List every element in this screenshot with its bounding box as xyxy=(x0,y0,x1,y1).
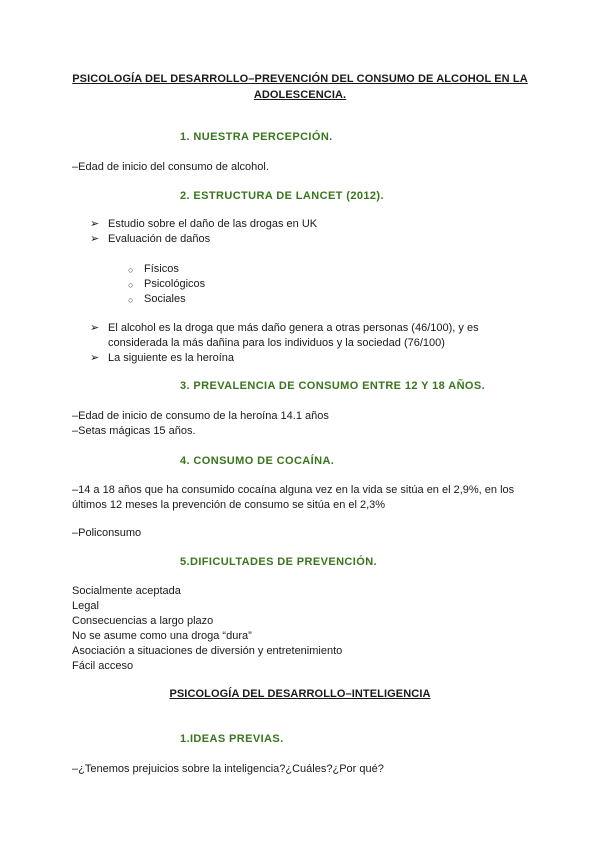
paragraph: –Policonsumo xyxy=(72,527,142,539)
arrow-bullet-icon: ➢ xyxy=(90,218,100,230)
list-line: Asociación a situaciones de diversión y entretenimiento xyxy=(72,645,343,657)
paragraph: –Edad de inicio de consumo de la heroína 14.1 años xyxy=(72,410,329,422)
circle-bullet-icon: ○ xyxy=(128,265,134,275)
list-line: Fácil acceso xyxy=(72,660,134,672)
arrow-bullet-icon: ➢ xyxy=(90,352,100,364)
circle-bullet-icon: ○ xyxy=(128,295,134,305)
list-line: Socialmente aceptada xyxy=(72,585,181,597)
heading-estructura-lancet: 2. ESTRUCTURA DE LANCET (2012). xyxy=(180,190,384,202)
circle-bullet-icon: ○ xyxy=(128,280,134,290)
list-item-text: La siguiente es la heroína xyxy=(108,352,234,364)
heading-ideas-previas: 1.IDEAS PREVIAS. xyxy=(180,733,284,745)
paragraph: –Edad de inicio del consumo de alcohol. xyxy=(72,161,269,173)
paragraph: –14 a 18 años que ha consumido cocaína alguna vez en la vida se sitúa en el 2,9%, en los últimos 12 meses la prevención de consumo se sitúa en el 2,3% xyxy=(72,484,515,511)
arrow-bullet-icon: ➢ xyxy=(90,322,100,334)
heading-dificultades: 5.DIFICULTADES DE PREVENCIÓN. xyxy=(180,556,377,568)
list-item-text: Psicológicos xyxy=(144,278,206,290)
list-item-text: Físicos xyxy=(144,263,179,275)
section-title-inteligencia: PSICOLOGÍA DEL DESARROLLO–INTELIGENCIA xyxy=(169,688,431,700)
paragraph: –Setas mágicas 15 años. xyxy=(72,425,196,437)
list-line: Consecuencias a largo plazo xyxy=(72,615,214,627)
heading-prevalencia: 3. PREVALENCIA DE CONSUMO ENTRE 12 Y 18 AÑOS. xyxy=(180,380,486,392)
list-item-text: Sociales xyxy=(144,293,186,305)
list-item-text: El alcohol es la droga que más daño genera a otras personas (46/100), y es considerada la más dañina para los individuos y la sociedad (76/100) xyxy=(108,322,479,349)
heading-nuestra-percepcion: 1. NUESTRA PERCEPCIÓN. xyxy=(180,131,333,143)
list-line: Legal xyxy=(72,600,99,612)
list-line: No se asume como una droga “dura” xyxy=(72,630,252,642)
document-title: PSICOLOGÍA DEL DESARROLLO–PREVENCIÓN DEL CONSUMO DE ALCOHOL EN LA ADOLESCENCIA. xyxy=(72,73,528,101)
list-item-text: Estudio sobre el daño de las drogas en UK xyxy=(108,218,318,230)
arrow-bullet-icon: ➢ xyxy=(90,233,100,245)
heading-cocaina: 4. CONSUMO DE COCAÍNA. xyxy=(180,455,335,467)
paragraph: –¿Tenemos prejuicios sobre la inteligencia?¿Cuáles?¿Por qué? xyxy=(72,763,384,775)
list-item-text: Evaluación de daños xyxy=(108,233,211,245)
